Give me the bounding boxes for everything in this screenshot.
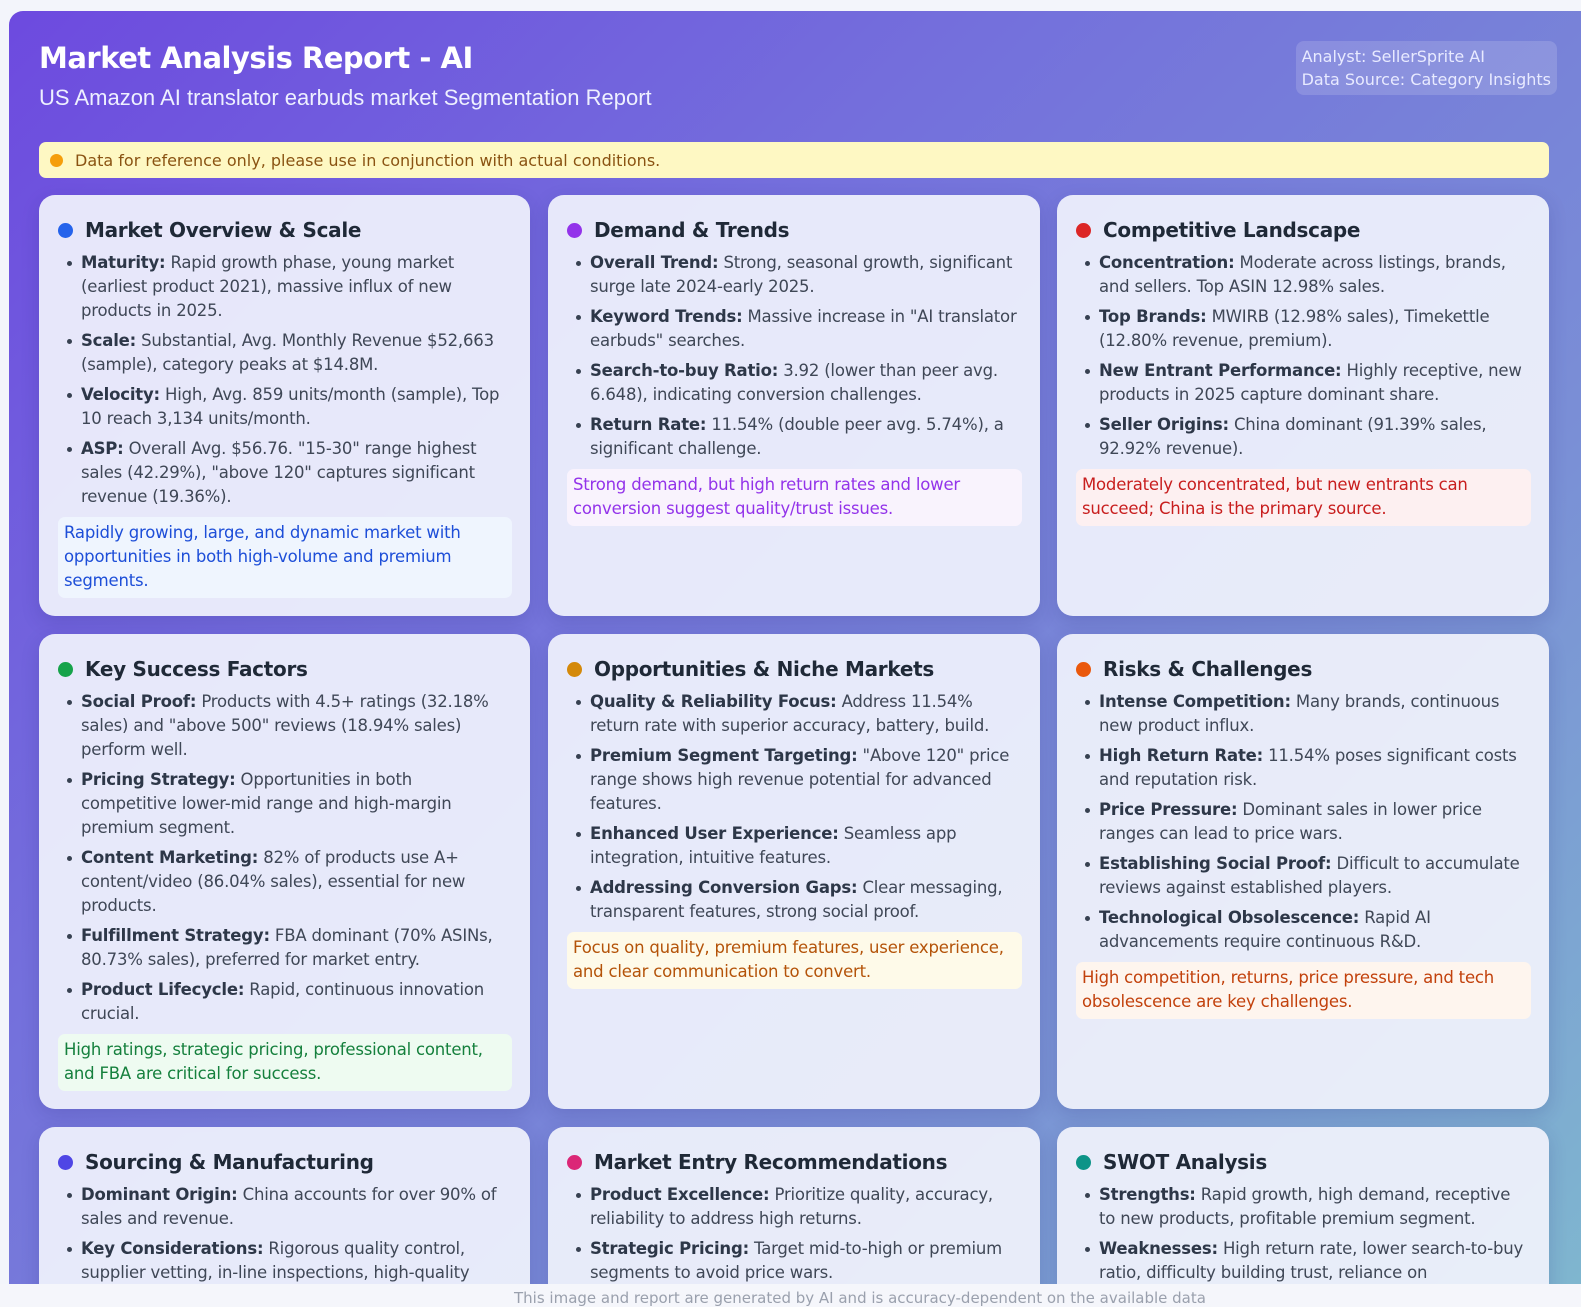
card-title-text: Competitive Landscape bbox=[1103, 218, 1361, 242]
item-label: Keyword Trends: bbox=[590, 307, 743, 326]
bullet-list bbox=[567, 690, 1022, 924]
item-text: Rapid growth, high demand, receptive to new products, profitable premium segment. bbox=[1099, 1185, 1511, 1228]
card-title bbox=[1076, 218, 1531, 242]
item-label: Product Lifecycle: bbox=[81, 980, 245, 999]
list-item bbox=[1099, 744, 1531, 792]
item-label: Seller Origins: bbox=[1099, 415, 1229, 434]
card-title bbox=[567, 218, 1022, 242]
list-item bbox=[81, 690, 512, 762]
bullet-list bbox=[58, 251, 512, 509]
card-key-success-factors bbox=[39, 634, 530, 1109]
item-text: Clear messaging, transparent features, strong social proof. bbox=[590, 878, 1003, 921]
item-text: Opportunities in both competitive lower-mid range and high-margin premium segment. bbox=[81, 770, 452, 837]
list-item bbox=[590, 876, 1022, 924]
card-summary: High competition, returns, price pressure, and tech obsolescence are key challenges. bbox=[1076, 962, 1531, 1019]
card-market-entry bbox=[548, 1127, 1040, 1284]
bullet-list bbox=[567, 1183, 1022, 1284]
item-text: Difficult to accumulate reviews against established players. bbox=[1099, 854, 1520, 897]
disclaimer-text: Data for reference only, please use in conjunction with actual conditions. bbox=[75, 150, 661, 170]
item-text: Products with 4.5+ ratings (32.18% sales) and "above 500" reviews (18.94% sales) perform well. bbox=[81, 692, 489, 759]
list-item bbox=[1099, 690, 1531, 738]
disclaimer-banner bbox=[39, 142, 1549, 178]
card-title bbox=[1076, 1150, 1531, 1174]
item-text: Massive increase in "AI translator earbuds" searches. bbox=[590, 307, 1017, 350]
item-label: Addressing Conversion Gaps: bbox=[590, 878, 858, 897]
section-dot-icon bbox=[58, 662, 73, 677]
card-title-text: Market Entry Recommendations bbox=[594, 1150, 948, 1174]
item-label: Product Excellence: bbox=[590, 1185, 770, 1204]
card-title-text: Key Success Factors bbox=[85, 657, 308, 681]
item-text: 82% of products use A+ content/video (86.04% sales), essential for new products. bbox=[81, 848, 466, 915]
list-item bbox=[590, 744, 1022, 816]
card-summary: Moderately concentrated, but new entrants can succeed; China is the primary source. bbox=[1076, 469, 1531, 526]
item-label: Establishing Social Proof: bbox=[1099, 854, 1332, 873]
card-competitive-landscape bbox=[1057, 195, 1549, 616]
card-demand-trends bbox=[548, 195, 1040, 616]
item-text: Target mid-to-high or premium segments to avoid price wars. bbox=[590, 1239, 1003, 1282]
card-title-text: Market Overview & Scale bbox=[85, 218, 362, 242]
bullet-list bbox=[58, 1183, 512, 1284]
item-text: Substantial, Avg. Monthly Revenue $52,663 (sample), category peaks at $14.8M. bbox=[81, 331, 494, 374]
list-item bbox=[590, 251, 1022, 299]
list-item bbox=[590, 305, 1022, 353]
card-title-text: Demand & Trends bbox=[594, 218, 790, 242]
list-item bbox=[1099, 413, 1531, 461]
item-text: High, Avg. 859 units/month (sample), Top 10 reach 3,134 units/month. bbox=[81, 385, 500, 428]
item-text: China accounts for over 90% of sales and revenue. bbox=[81, 1185, 497, 1228]
list-item bbox=[1099, 251, 1531, 299]
item-label: Enhanced User Experience: bbox=[590, 824, 839, 843]
item-label: Dominant Origin: bbox=[81, 1185, 238, 1204]
item-label: Social Proof: bbox=[81, 692, 197, 711]
card-title bbox=[58, 1150, 512, 1174]
card-title-text: Sourcing & Manufacturing bbox=[85, 1150, 374, 1174]
item-label: Top Brands: bbox=[1099, 307, 1207, 326]
bullet-list bbox=[58, 690, 512, 1026]
report-subtitle: US Amazon AI translator earbuds market Segmentation Report bbox=[39, 85, 652, 110]
card-title-text: Risks & Challenges bbox=[1103, 657, 1313, 681]
item-text: Moderate across listings, brands, and sellers. Top ASIN 12.98% sales. bbox=[1099, 253, 1506, 296]
item-label: Content Marketing: bbox=[81, 848, 259, 867]
item-label: Intense Competition: bbox=[1099, 692, 1291, 711]
section-dot-icon bbox=[1076, 223, 1091, 238]
list-item bbox=[81, 251, 512, 323]
card-title bbox=[567, 657, 1022, 681]
data-source-label: Data Source: Category Insights bbox=[1301, 70, 1551, 89]
list-item bbox=[1099, 798, 1531, 846]
list-item bbox=[1099, 305, 1531, 353]
card-summary: Focus on quality, premium features, user experience, and clear communication to convert. bbox=[567, 932, 1022, 989]
section-dot-icon bbox=[58, 223, 73, 238]
item-label: Premium Segment Targeting: bbox=[590, 746, 858, 765]
list-item bbox=[81, 1183, 512, 1231]
list-item bbox=[81, 383, 512, 431]
item-label: Quality & Reliability Focus: bbox=[590, 692, 837, 711]
item-label: Search-to-buy Ratio: bbox=[590, 361, 779, 380]
bullet-list bbox=[1076, 690, 1531, 954]
card-summary: Rapidly growing, large, and dynamic market with opportunities in both high-volume and premium segments. bbox=[58, 517, 512, 598]
item-label: Strategic Pricing: bbox=[590, 1239, 749, 1258]
report-container bbox=[9, 11, 1581, 1284]
item-text: Overall Avg. $56.76. "15-30" range highest sales (42.29%), "above 120" captures significant revenue (19.36%). bbox=[81, 439, 477, 506]
item-label: Maturity: bbox=[81, 253, 166, 272]
list-item bbox=[1099, 1237, 1531, 1284]
bullet-list bbox=[567, 251, 1022, 461]
list-item bbox=[81, 768, 512, 840]
card-title bbox=[1076, 657, 1531, 681]
list-item bbox=[1099, 852, 1531, 900]
item-text: 11.54% poses significant costs and reputation risk. bbox=[1099, 746, 1517, 789]
item-text: FBA dominant (70% ASINs, 80.73% sales), preferred for market entry. bbox=[81, 926, 493, 969]
item-label: New Entrant Performance: bbox=[1099, 361, 1342, 380]
list-item bbox=[590, 1183, 1022, 1231]
report-meta bbox=[1296, 41, 1557, 95]
list-item bbox=[81, 437, 512, 509]
item-label: Weaknesses: bbox=[1099, 1239, 1218, 1258]
list-item bbox=[1099, 906, 1531, 954]
report-header bbox=[39, 41, 1557, 111]
card-title-text: SWOT Analysis bbox=[1103, 1150, 1267, 1174]
list-item bbox=[590, 690, 1022, 738]
item-text: Many brands, continuous new product influx. bbox=[1099, 692, 1500, 735]
item-label: Pricing Strategy: bbox=[81, 770, 236, 789]
card-title bbox=[58, 657, 512, 681]
item-text: Rapid AI advancements require continuous R&D. bbox=[1099, 908, 1431, 951]
list-item bbox=[590, 822, 1022, 870]
footer-text: This image and report are generated by AI and is accuracy-dependent on the available data bbox=[514, 1289, 1206, 1307]
card-summary: Strong demand, but high return rates and lower conversion suggest quality/trust issues. bbox=[567, 469, 1022, 526]
item-label: ASP: bbox=[81, 439, 124, 458]
item-label: Fulfillment Strategy: bbox=[81, 926, 270, 945]
item-label: Key Considerations: bbox=[81, 1239, 264, 1258]
item-text: "Above 120" price range shows high revenue potential for advanced features. bbox=[590, 746, 1010, 813]
list-item bbox=[81, 329, 512, 377]
report-title: Market Analysis Report - AI bbox=[39, 41, 473, 75]
item-text: 3.92 (lower than peer avg. 6.648), indicating conversion challenges. bbox=[590, 361, 998, 404]
warning-dot-icon bbox=[50, 154, 63, 167]
item-label: Concentration: bbox=[1099, 253, 1235, 272]
bullet-list bbox=[1076, 1183, 1531, 1284]
item-text: Seamless app integration, intuitive features. bbox=[590, 824, 957, 867]
item-label: Return Rate: bbox=[590, 415, 707, 434]
card-opportunities bbox=[548, 634, 1040, 1109]
item-text: Prioritize quality, accuracy, reliability to address high returns. bbox=[590, 1185, 993, 1228]
list-item bbox=[81, 978, 512, 1026]
item-text: Rapid, continuous innovation crucial. bbox=[81, 980, 484, 1023]
item-text: Dominant sales in lower price ranges can lead to price wars. bbox=[1099, 800, 1482, 843]
footer bbox=[0, 1284, 1581, 1307]
section-dot-icon bbox=[567, 223, 582, 238]
item-text: 11.54% (double peer avg. 5.74%), a significant challenge. bbox=[590, 415, 1004, 458]
item-text: Address 11.54% return rate with superior accuracy, battery, build. bbox=[590, 692, 990, 735]
card-title bbox=[58, 218, 512, 242]
section-dot-icon bbox=[567, 1155, 582, 1170]
item-label: Velocity: bbox=[81, 385, 160, 404]
list-item bbox=[1099, 1183, 1531, 1231]
item-label: Scale: bbox=[81, 331, 137, 350]
card-market-overview bbox=[39, 195, 530, 616]
item-text: High return rate, lower search-to-buy ratio, difficulty building trust, reliance on bbox=[1099, 1239, 1524, 1282]
list-item bbox=[590, 359, 1022, 407]
list-item bbox=[1099, 359, 1531, 407]
list-item bbox=[590, 413, 1022, 461]
section-dot-icon bbox=[567, 662, 582, 677]
card-title-text: Opportunities & Niche Markets bbox=[594, 657, 934, 681]
item-label: Technological Obsolescence: bbox=[1099, 908, 1360, 927]
item-text: China dominant (91.39% sales, 92.92% revenue). bbox=[1099, 415, 1487, 458]
section-dot-icon bbox=[1076, 1155, 1091, 1170]
list-item bbox=[590, 1237, 1022, 1284]
section-dot-icon bbox=[58, 1155, 73, 1170]
item-label: Price Pressure: bbox=[1099, 800, 1238, 819]
card-title bbox=[567, 1150, 1022, 1174]
item-text: Strong, seasonal growth, significant surge late 2024-early 2025. bbox=[590, 253, 1013, 296]
section-dot-icon bbox=[1076, 662, 1091, 677]
item-label: Overall Trend: bbox=[590, 253, 719, 272]
list-item bbox=[81, 846, 512, 918]
list-item bbox=[81, 924, 512, 972]
item-label: High Return Rate: bbox=[1099, 746, 1264, 765]
analyst-label: Analyst: SellerSprite AI bbox=[1301, 47, 1485, 66]
item-label: Strengths: bbox=[1099, 1185, 1196, 1204]
item-text: Rigorous quality control, supplier vetting, in-line inspections, high-quality bbox=[81, 1239, 470, 1282]
card-sourcing-manufacturing bbox=[39, 1127, 530, 1284]
item-text: Highly receptive, new products in 2025 capture dominant share. bbox=[1099, 361, 1522, 404]
card-swot-analysis bbox=[1057, 1127, 1549, 1284]
card-summary: High ratings, strategic pricing, professional content, and FBA are critical for success. bbox=[58, 1034, 512, 1091]
item-text: MWIRB (12.98% sales), Timekettle (12.80% revenue, premium). bbox=[1099, 307, 1490, 350]
list-item bbox=[81, 1237, 512, 1284]
bullet-list bbox=[1076, 251, 1531, 461]
card-risks-challenges bbox=[1057, 634, 1549, 1109]
item-text: Rapid growth phase, young market (earliest product 2021), massive influx of new products in 2025. bbox=[81, 253, 455, 320]
